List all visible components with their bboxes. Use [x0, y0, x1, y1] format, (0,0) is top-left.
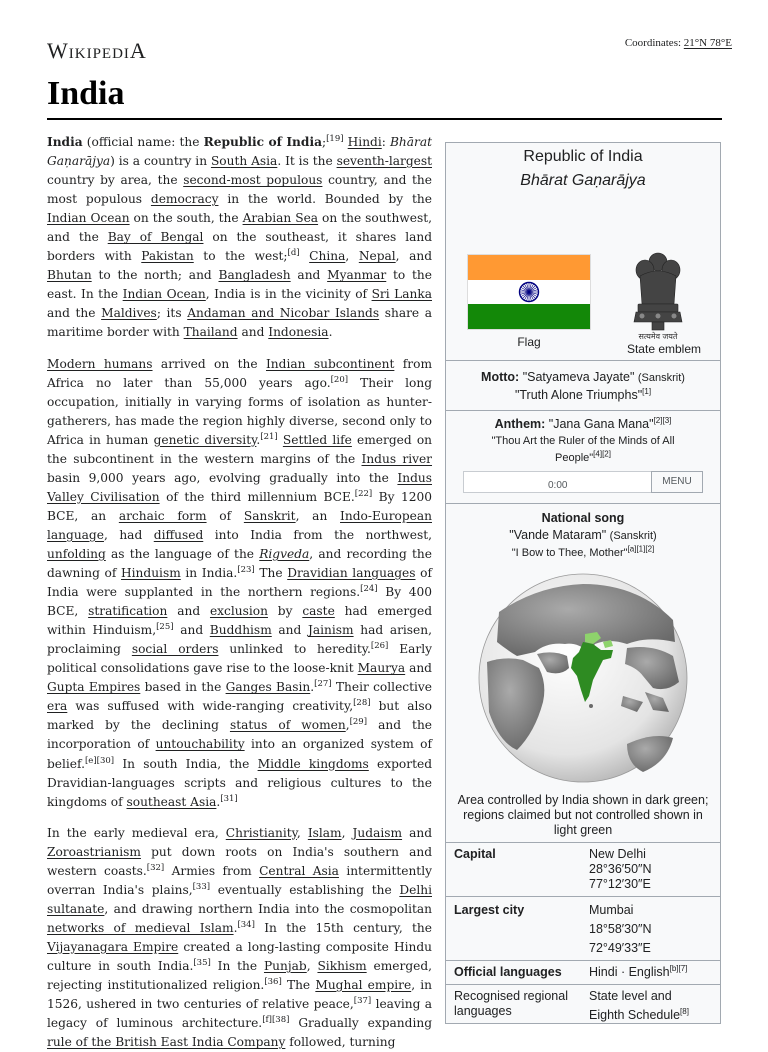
national-song-reference[interactable]: [a][1][2]	[627, 544, 655, 554]
wiki-link[interactable]: Punjab	[263, 958, 307, 973]
infobox-value-line[interactable]: Hindi · English[b][7]	[589, 963, 688, 979]
motto-translation: "Truth Alone Triumphs"	[514, 388, 643, 402]
emblem-motto-script: सत्यमेव जयते	[638, 332, 678, 341]
coordinates	[625, 37, 732, 49]
citation-reference[interactable]: [27]	[314, 679, 332, 690]
infobox-row	[446, 897, 720, 960]
text-run: created a long-lasting composite Hindu culture in south India.	[47, 939, 432, 973]
text-run: , and drawing northern India into the cosmopolitan	[104, 901, 432, 916]
citation-reference[interactable]: [e][30]	[84, 755, 115, 766]
text-run: In the	[210, 958, 264, 973]
wiki-link[interactable]: second-most populous	[183, 173, 323, 188]
text-run: Their collective	[331, 680, 432, 695]
wiki-link[interactable]: Indus Valley Civilisation	[47, 470, 432, 504]
text-run: ,	[345, 718, 350, 733]
article-paragraph	[47, 133, 432, 343]
citation-reference[interactable]: [19]	[326, 133, 344, 144]
text-run: eventually establishing the	[210, 882, 400, 897]
text-run: ,	[296, 825, 308, 840]
citation-reference[interactable]: [34]	[237, 919, 255, 930]
text-run: ) is a country in	[110, 154, 211, 169]
text-run: intermittently overran India's plains,	[47, 863, 432, 897]
infobox-images	[446, 190, 720, 360]
wiki-link[interactable]: China	[309, 249, 346, 264]
infobox-row	[446, 985, 720, 1027]
text-run: country, and the most populous	[47, 173, 432, 207]
citation-reference[interactable]: [25]	[156, 622, 174, 633]
wiki-link[interactable]: Indonesia	[268, 325, 329, 340]
wiki-link[interactable]: seventh-largest	[336, 154, 432, 169]
wiki-link[interactable]: genetic diversity	[153, 432, 257, 447]
wiki-link[interactable]: Christianity	[225, 825, 297, 840]
text-run: In the 15th century, the	[254, 920, 432, 935]
citation-reference[interactable]: [33]	[192, 881, 211, 892]
infobox-row-label: Official languages	[454, 965, 562, 979]
wiki-link[interactable]: Indian subcontinent	[265, 356, 395, 371]
wiki-link[interactable]: era	[47, 699, 68, 714]
state-emblem-image[interactable]	[628, 248, 688, 334]
coordinates-label: Coordinates:	[624, 37, 682, 49]
anthem-value: "Jana Gana Mana"	[548, 417, 654, 431]
text-run: ; its	[156, 306, 188, 321]
page-title: India	[47, 75, 125, 112]
text-run: , an	[295, 508, 341, 523]
flag-green-band	[468, 304, 590, 329]
text-run: . It is the	[277, 154, 337, 169]
wiki-link[interactable]: Islam	[307, 825, 342, 840]
text-run: , and recording the dawning of	[47, 546, 432, 581]
text-run: to the west;	[193, 249, 288, 264]
citation-reference[interactable]: [20]	[330, 374, 349, 385]
infobox-national-song	[446, 504, 720, 562]
wiki-link[interactable]: Modern humans	[47, 356, 153, 371]
citation-reference[interactable]: [b][7]	[669, 963, 688, 973]
text-run: Gradually expanding	[289, 1016, 432, 1031]
wiki-link[interactable]: Bhutan	[47, 268, 92, 283]
citation-reference[interactable]: [29]	[349, 717, 368, 728]
wiki-link[interactable]: Indus river	[361, 451, 433, 466]
text-run: and the incorporation of	[47, 718, 433, 752]
motto-label: Motto:	[481, 370, 520, 384]
text-run: into India from the northwest,	[203, 527, 432, 542]
citation-reference[interactable]: [22]	[354, 488, 373, 499]
text-run: and	[405, 661, 432, 676]
article-paragraph	[47, 355, 432, 812]
citation-reference[interactable]: [31]	[220, 793, 238, 804]
citation-reference[interactable]: [21]	[260, 431, 278, 442]
bold-text: India	[47, 135, 83, 149]
infobox-value-line[interactable]: 18°58′30″N	[589, 922, 652, 936]
text-run: country by area, the	[47, 173, 184, 188]
text-run: .	[310, 680, 315, 695]
text-run: The	[281, 978, 316, 993]
wiki-link[interactable]: unfolding	[47, 546, 106, 561]
text-run: ,	[306, 958, 318, 973]
text-run: , in 1526, ushered in two centuries of relative peace,	[47, 978, 432, 1012]
text-run: ;	[321, 135, 327, 149]
infobox-row-label: Recognised regional languages	[454, 989, 568, 1018]
wikipedia-wordmark[interactable]: WikipediA	[47, 38, 147, 63]
title-divider	[47, 118, 722, 120]
wiki-link[interactable]: Indo-European language	[47, 508, 432, 542]
wiki-link[interactable]: Maldives	[101, 306, 157, 321]
national-song-translation: "I Bow to Thee, Mother"	[511, 547, 628, 559]
wiki-link[interactable]: Ganges Basin	[225, 680, 311, 695]
text-run: had emerged within Hinduism,	[47, 604, 433, 638]
text-run: on the southeast, it shares land borders with	[47, 230, 433, 264]
wiki-link[interactable]: Thailand	[183, 325, 238, 340]
text-run: :	[381, 135, 390, 149]
infobox	[445, 142, 721, 1024]
wiki-link[interactable]: Central Asia	[259, 863, 339, 878]
text-run: unlinked to heredity.	[218, 642, 371, 657]
wiki-link[interactable]: stratification	[88, 604, 168, 619]
wiki-link[interactable]: Indian Ocean	[47, 211, 130, 226]
text-run	[300, 249, 310, 263]
text-run: and	[290, 268, 328, 283]
wiki-link[interactable]: Sikhism	[317, 958, 367, 973]
infobox-row	[446, 961, 720, 984]
anthem-translation-reference[interactable]: [4][2]	[593, 449, 611, 459]
flag-image[interactable]	[467, 254, 591, 330]
wiki-link[interactable]: exclusion	[209, 604, 268, 619]
infobox-value-line[interactable]: New Delhi	[589, 847, 646, 861]
infobox-value-line[interactable]: 77°12′30″E	[589, 877, 651, 891]
citation-reference[interactable]: [35]	[193, 957, 211, 968]
text-run: share a maritime border with	[47, 306, 433, 340]
text-run: , India is in the vicinity of	[205, 287, 372, 302]
citation-reference[interactable]: [28]	[353, 698, 371, 709]
citation-reference[interactable]: [37]	[353, 996, 372, 1006]
text-run: exported Dravidian-languages scripts and religious cultures to the kingdoms of	[47, 756, 433, 809]
infobox-row-value	[589, 965, 712, 980]
audio-time: 0:00	[548, 480, 568, 491]
text-run: In south India, the	[114, 756, 258, 771]
wiki-link[interactable]: Bay of Bengal	[107, 230, 204, 245]
wiki-link[interactable]: Bangladesh	[218, 268, 291, 283]
text-run: ,	[345, 249, 359, 264]
text-run: and	[271, 623, 308, 638]
text-run: By 1200 BCE, an	[47, 489, 432, 523]
wiki-link[interactable]: Judaism	[352, 825, 403, 840]
wiki-link[interactable]: Andaman and Nicobar Islands	[187, 306, 380, 321]
text-run: of the third millennium BCE.	[159, 489, 355, 504]
citation-reference[interactable]: [23]	[237, 564, 255, 575]
text-run: In the early medieval era,	[47, 825, 226, 840]
infobox-row-value	[589, 847, 712, 892]
wiki-link[interactable]: networks of medieval Islam	[47, 920, 234, 935]
flag-caption: Flag	[517, 335, 541, 349]
text-run: basin 9,000 years ago, evolving gradually into the	[47, 470, 398, 485]
text-run: The	[254, 566, 288, 581]
wiki-link[interactable]: untouchability	[155, 737, 245, 752]
wiki-link[interactable]: Settled life	[282, 432, 352, 447]
citation-reference[interactable]: [24]	[360, 584, 378, 595]
wiki-link[interactable]: Buddhism	[209, 623, 272, 638]
wiki-link[interactable]: archaic form	[118, 508, 207, 523]
text-run: By 400 BCE,	[47, 585, 432, 619]
text-run: Armies from	[164, 863, 260, 878]
text-run: emerged on the subcontinent in the western margins of the	[47, 432, 433, 466]
text-run: had arisen, proclaiming	[47, 623, 432, 657]
text-run: leaving a legacy of luminous architecture.	[47, 997, 433, 1031]
text-run: on the south, the	[129, 211, 243, 226]
coordinates-link[interactable]: 21°N 78°E	[683, 37, 732, 49]
motto-reference[interactable]: [1]	[642, 386, 652, 396]
text-run: by	[267, 604, 303, 619]
infobox-value-line[interactable]: Mumbai	[589, 903, 634, 917]
india-location-globe	[477, 572, 689, 784]
wiki-link[interactable]: Indian Ocean	[122, 287, 206, 302]
text-run: .	[216, 794, 221, 809]
flag-saffron-band	[468, 255, 590, 280]
ashoka-chakra-icon	[518, 281, 540, 303]
wiki-link[interactable]: Zoroastrianism	[47, 844, 141, 859]
text-run: , and	[395, 249, 433, 264]
national-song-label: National song	[541, 511, 625, 525]
anthem-label: Anthem:	[494, 417, 546, 431]
text-run: to the north; and	[91, 268, 219, 283]
text-run: in India.	[180, 566, 238, 581]
wiki-link[interactable]: southeast Asia	[126, 794, 217, 809]
text-run: into an organized system of belief.	[47, 737, 433, 771]
wiki-link[interactable]: Gupta Empires	[47, 680, 141, 695]
flag-white-band	[468, 280, 590, 305]
infobox-rows	[446, 842, 720, 1027]
bold-text: Republic of India	[203, 135, 322, 149]
wiki-link[interactable]: Myanmar	[327, 268, 387, 283]
infobox-row-value	[589, 989, 712, 1023]
text-run: and the	[47, 306, 102, 321]
wiki-link[interactable]: Sri Lanka	[371, 287, 432, 302]
wiki-link[interactable]: Hindi	[347, 135, 382, 149]
infobox-anthem	[446, 411, 720, 497]
infobox-row	[446, 843, 720, 896]
text-run: to the east. In the	[47, 268, 432, 302]
citation-reference[interactable]: [8]	[680, 1006, 689, 1016]
wiki-link[interactable]: Hinduism	[121, 566, 181, 581]
wiki-link[interactable]: Nepal	[358, 249, 396, 264]
text-run: (official name: the	[82, 135, 204, 149]
citation-reference[interactable]: [26]	[370, 641, 389, 652]
text-run: .	[233, 920, 238, 935]
text-run: and	[173, 623, 210, 638]
infobox-value-line[interactable]: State level and	[589, 989, 672, 1003]
citation-reference[interactable]: [36]	[264, 976, 282, 987]
text-run: in the world. Bounded by the	[218, 192, 432, 207]
national-song-value: "Vande Mataram"	[509, 528, 607, 542]
wiki-link[interactable]: Middle kingdoms	[257, 756, 369, 771]
wiki-link[interactable]: Arabian Sea	[242, 211, 319, 226]
audio-menu-button[interactable]: MENU	[651, 471, 703, 493]
wiki-link[interactable]: Delhi sultanate	[47, 882, 432, 916]
wiki-link[interactable]: Mughal empire	[315, 978, 412, 993]
wiki-link[interactable]: South Asia	[210, 154, 278, 169]
citation-reference[interactable]: [f][38]	[262, 1015, 290, 1026]
wiki-link[interactable]: status of women	[229, 718, 346, 733]
map-caption: Area controlled by India shown in dark green; regions claimed but not controlled shown in light green	[457, 793, 709, 837]
motto-language: (Sanskrit)	[637, 372, 685, 384]
text-run: followed, turning	[285, 1035, 396, 1050]
emblem-caption: State emblem	[626, 342, 702, 356]
infobox-value-line[interactable]: Eighth Schedule[8]	[589, 1006, 689, 1022]
article-body	[47, 133, 433, 1050]
wiki-link[interactable]: Sanskrit	[243, 508, 296, 523]
motto-value: "Satyameva Jayate"	[522, 370, 635, 384]
infobox-row-label: Largest city	[454, 903, 525, 917]
wiki-link[interactable]: rule of the British East India Company	[47, 1035, 286, 1050]
wiki-link[interactable]: caste	[302, 604, 335, 619]
text-run: from Africa no later than 55,000 years ago.	[47, 356, 433, 390]
orthographic-map[interactable]	[446, 572, 720, 789]
text-run: arrived on the	[152, 356, 266, 371]
wiki-link[interactable]: Jainism	[307, 623, 354, 638]
text-run: ,	[341, 825, 353, 840]
text-run: based in the	[140, 680, 226, 695]
text-run: of India were supplanted in the northern regions.	[47, 566, 432, 600]
anthem-reference[interactable]: [2][3]	[653, 415, 672, 425]
audio-player[interactable]	[463, 471, 703, 493]
text-run: but also marked by the declining	[47, 699, 432, 733]
infobox-row-label: Capital	[454, 847, 496, 861]
wiki-link[interactable]: Pakistan	[141, 249, 194, 264]
text-run: as the language of the	[105, 546, 260, 561]
wiki-link[interactable]: Maurya	[357, 661, 406, 676]
text-run: Their long occupation, initially in varying forms of isolation as hunter-gatherers, has made the region highly diverse, second only to Africa in human	[47, 375, 432, 447]
text-run: Early political consolidations gave rise to the loose-knit	[47, 642, 432, 676]
text-run: put down roots on India's southern and western coasts.	[47, 844, 432, 878]
wiki-link[interactable]: diffused	[153, 527, 204, 542]
article-paragraph	[47, 824, 432, 1052]
infobox-value-line[interactable]: 72°49′33″E	[589, 941, 651, 955]
text-run: .	[256, 432, 261, 447]
infobox-title: Republic of India	[523, 148, 643, 165]
text-run: was suffused with wide-ranging creativity,	[67, 699, 354, 714]
text-run: of	[206, 508, 244, 523]
wiki-link[interactable]: Vijayanagara Empire	[47, 939, 179, 954]
national-song-language: (Sanskrit)	[609, 530, 657, 542]
text-run: and	[237, 325, 269, 340]
anthem-translation: "Thou Art the Ruler of the Minds of All People"	[491, 435, 675, 464]
wiki-link[interactable]: democracy	[150, 192, 219, 207]
wiki-link[interactable]: Dravidian languages	[287, 566, 416, 581]
text-run: Bhārat Gaṇarājya	[47, 135, 433, 169]
citation-reference[interactable]: [d]	[287, 248, 300, 259]
text-run: and	[402, 825, 433, 840]
text-run: and	[167, 604, 210, 619]
text-run: , had	[103, 527, 154, 542]
wiki-link[interactable]: social orders	[131, 642, 219, 657]
text-run: emerged, rejecting institutionalized religion.	[47, 958, 433, 993]
citation-reference[interactable]: [32]	[146, 862, 165, 873]
infobox-native-name: Bhārat Gaṇarājya	[520, 172, 646, 189]
text-run: on the southwest, and the	[47, 211, 432, 245]
infobox-row-value	[589, 903, 712, 956]
infobox-value-line[interactable]: 28°36′50″N	[589, 862, 652, 876]
text-run: .	[328, 325, 333, 340]
wiki-link[interactable]: Rigveda	[259, 546, 310, 561]
infobox-motto	[446, 361, 720, 410]
